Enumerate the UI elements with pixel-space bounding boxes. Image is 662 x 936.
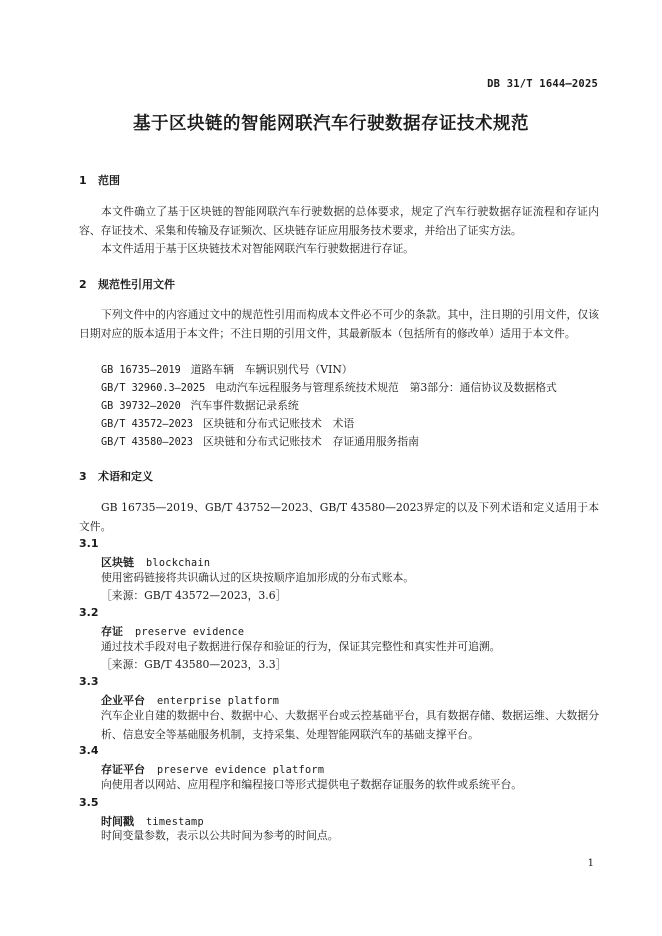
reference-title: 区块链和分布式记账技术 存证通用服务指南 [203, 435, 419, 448]
reference-item [101, 434, 419, 449]
term-english: blockchain [146, 558, 211, 569]
term-definition: 向使用者以网站、应用程序和编程接口等形式提供电子数据存证服务的软件或系统平台。 [101, 778, 523, 791]
document-title: 基于区块链的智能网联汽车行驶数据存证技术规范 [133, 114, 529, 134]
term-english: timestamp [146, 817, 204, 828]
section-2-paragraph-1: 下列文件中的内容通过文中的规范性引用而构成本文件必不可少的条款。其中，注日期的引用文件，仅该日期对应的版本适用于本文件；不注日期的引用文件，其最新版本（包括所有的修改单）适用于本文件。 [79, 308, 599, 340]
term-number: 3.4 [79, 744, 99, 757]
reference-item [101, 398, 299, 413]
term-definition: 使用密码链接将共识确认过的区块按顺序追加形成的分布式账本。 [101, 571, 415, 584]
term-definition: 时间变量参数，表示以公共时间为参考的时间点。 [101, 829, 339, 842]
term-heading [101, 554, 210, 570]
section-number: 2 [79, 278, 87, 291]
page-number: 1 [587, 858, 594, 869]
reference-item [101, 362, 353, 377]
reference-standard: GB/T 43580—2023 [101, 437, 194, 448]
reference-standard: GB 39732—2020 [101, 401, 181, 412]
section-number: 3 [79, 470, 87, 483]
section-1-heading [79, 172, 120, 188]
term-heading [101, 623, 244, 639]
term-chinese: 存证 [101, 625, 123, 638]
section-title: 术语和定义 [98, 470, 153, 483]
reference-title: 区块链和分布式记账技术 术语 [203, 417, 355, 430]
term-number: 3.3 [79, 675, 99, 688]
term-definition: 汽车企业自建的数据中台、数据中心、大数据平台或云控基础平台，具有数据存储、数据运维、大数据分析、信息安全等基础服务机制，支持采集、处理智能网联汽车的基础支撑平台。 [101, 709, 599, 741]
reference-title: 电动汽车远程服务与管理系统技术规范 第3部分：通信协议及数据格式 [215, 381, 557, 394]
section-2-heading [79, 276, 175, 292]
term-english: enterprise platform [157, 696, 280, 707]
section-3-paragraph-1: GB 16735—2019、GB/T 43752—2023、GB/T 43580—2023界定的以及下列术语和定义适用于本文件。 [79, 501, 599, 533]
section-1-paragraph-2: 本文件适用于基于区块链技术对智能网联汽车行驶数据进行存证。 [101, 242, 415, 255]
term-chinese: 区块链 [101, 556, 134, 569]
term-english: preserve evidence platform [157, 765, 325, 776]
reference-title: 汽车事件数据记录系统 [190, 399, 299, 412]
reference-standard: GB/T 32960.3—2025 [101, 383, 206, 394]
section-1-paragraph-1: 本文件确立了基于区块链的智能网联汽车行驶数据的总体要求，规定了汽车行驶数据存证流程和存证内容、存证技术、采集和传输及存证频次、区块链存证应用服务技术要求，并给出了证实方法。 [79, 205, 599, 237]
reference-standard: GB 16735—2019 [101, 365, 181, 376]
reference-standard: GB/T 43572—2023 [101, 419, 194, 430]
term-number: 3.2 [79, 606, 99, 619]
term-number: 3.1 [79, 537, 99, 550]
section-3-heading [79, 468, 153, 484]
term-heading [101, 761, 324, 777]
section-title: 规范性引用文件 [98, 278, 175, 291]
section-number: 1 [79, 174, 87, 187]
term-chinese: 时间戳 [101, 815, 134, 828]
document-code: DB 31/T 1644—2025 [487, 78, 598, 90]
reference-title: 道路车辆 车辆识别代号（VIN） [190, 363, 353, 376]
section-title: 范围 [98, 174, 120, 187]
reference-item [101, 416, 354, 431]
term-definition: 通过技术手段对电子数据进行保存和验证的行为，保证其完整性和真实性并可追溯。 [101, 640, 501, 653]
term-heading [101, 692, 279, 708]
term-english: preserve evidence [135, 627, 245, 638]
term-source: ［来源：GB/T 43580—2023，3.3］ [101, 658, 287, 671]
reference-item [101, 380, 557, 395]
term-chinese: 企业平台 [101, 694, 145, 707]
term-source: ［来源：GB/T 43572—2023，3.6］ [101, 589, 287, 602]
term-chinese: 存证平台 [101, 763, 145, 776]
term-number: 3.5 [79, 796, 99, 809]
